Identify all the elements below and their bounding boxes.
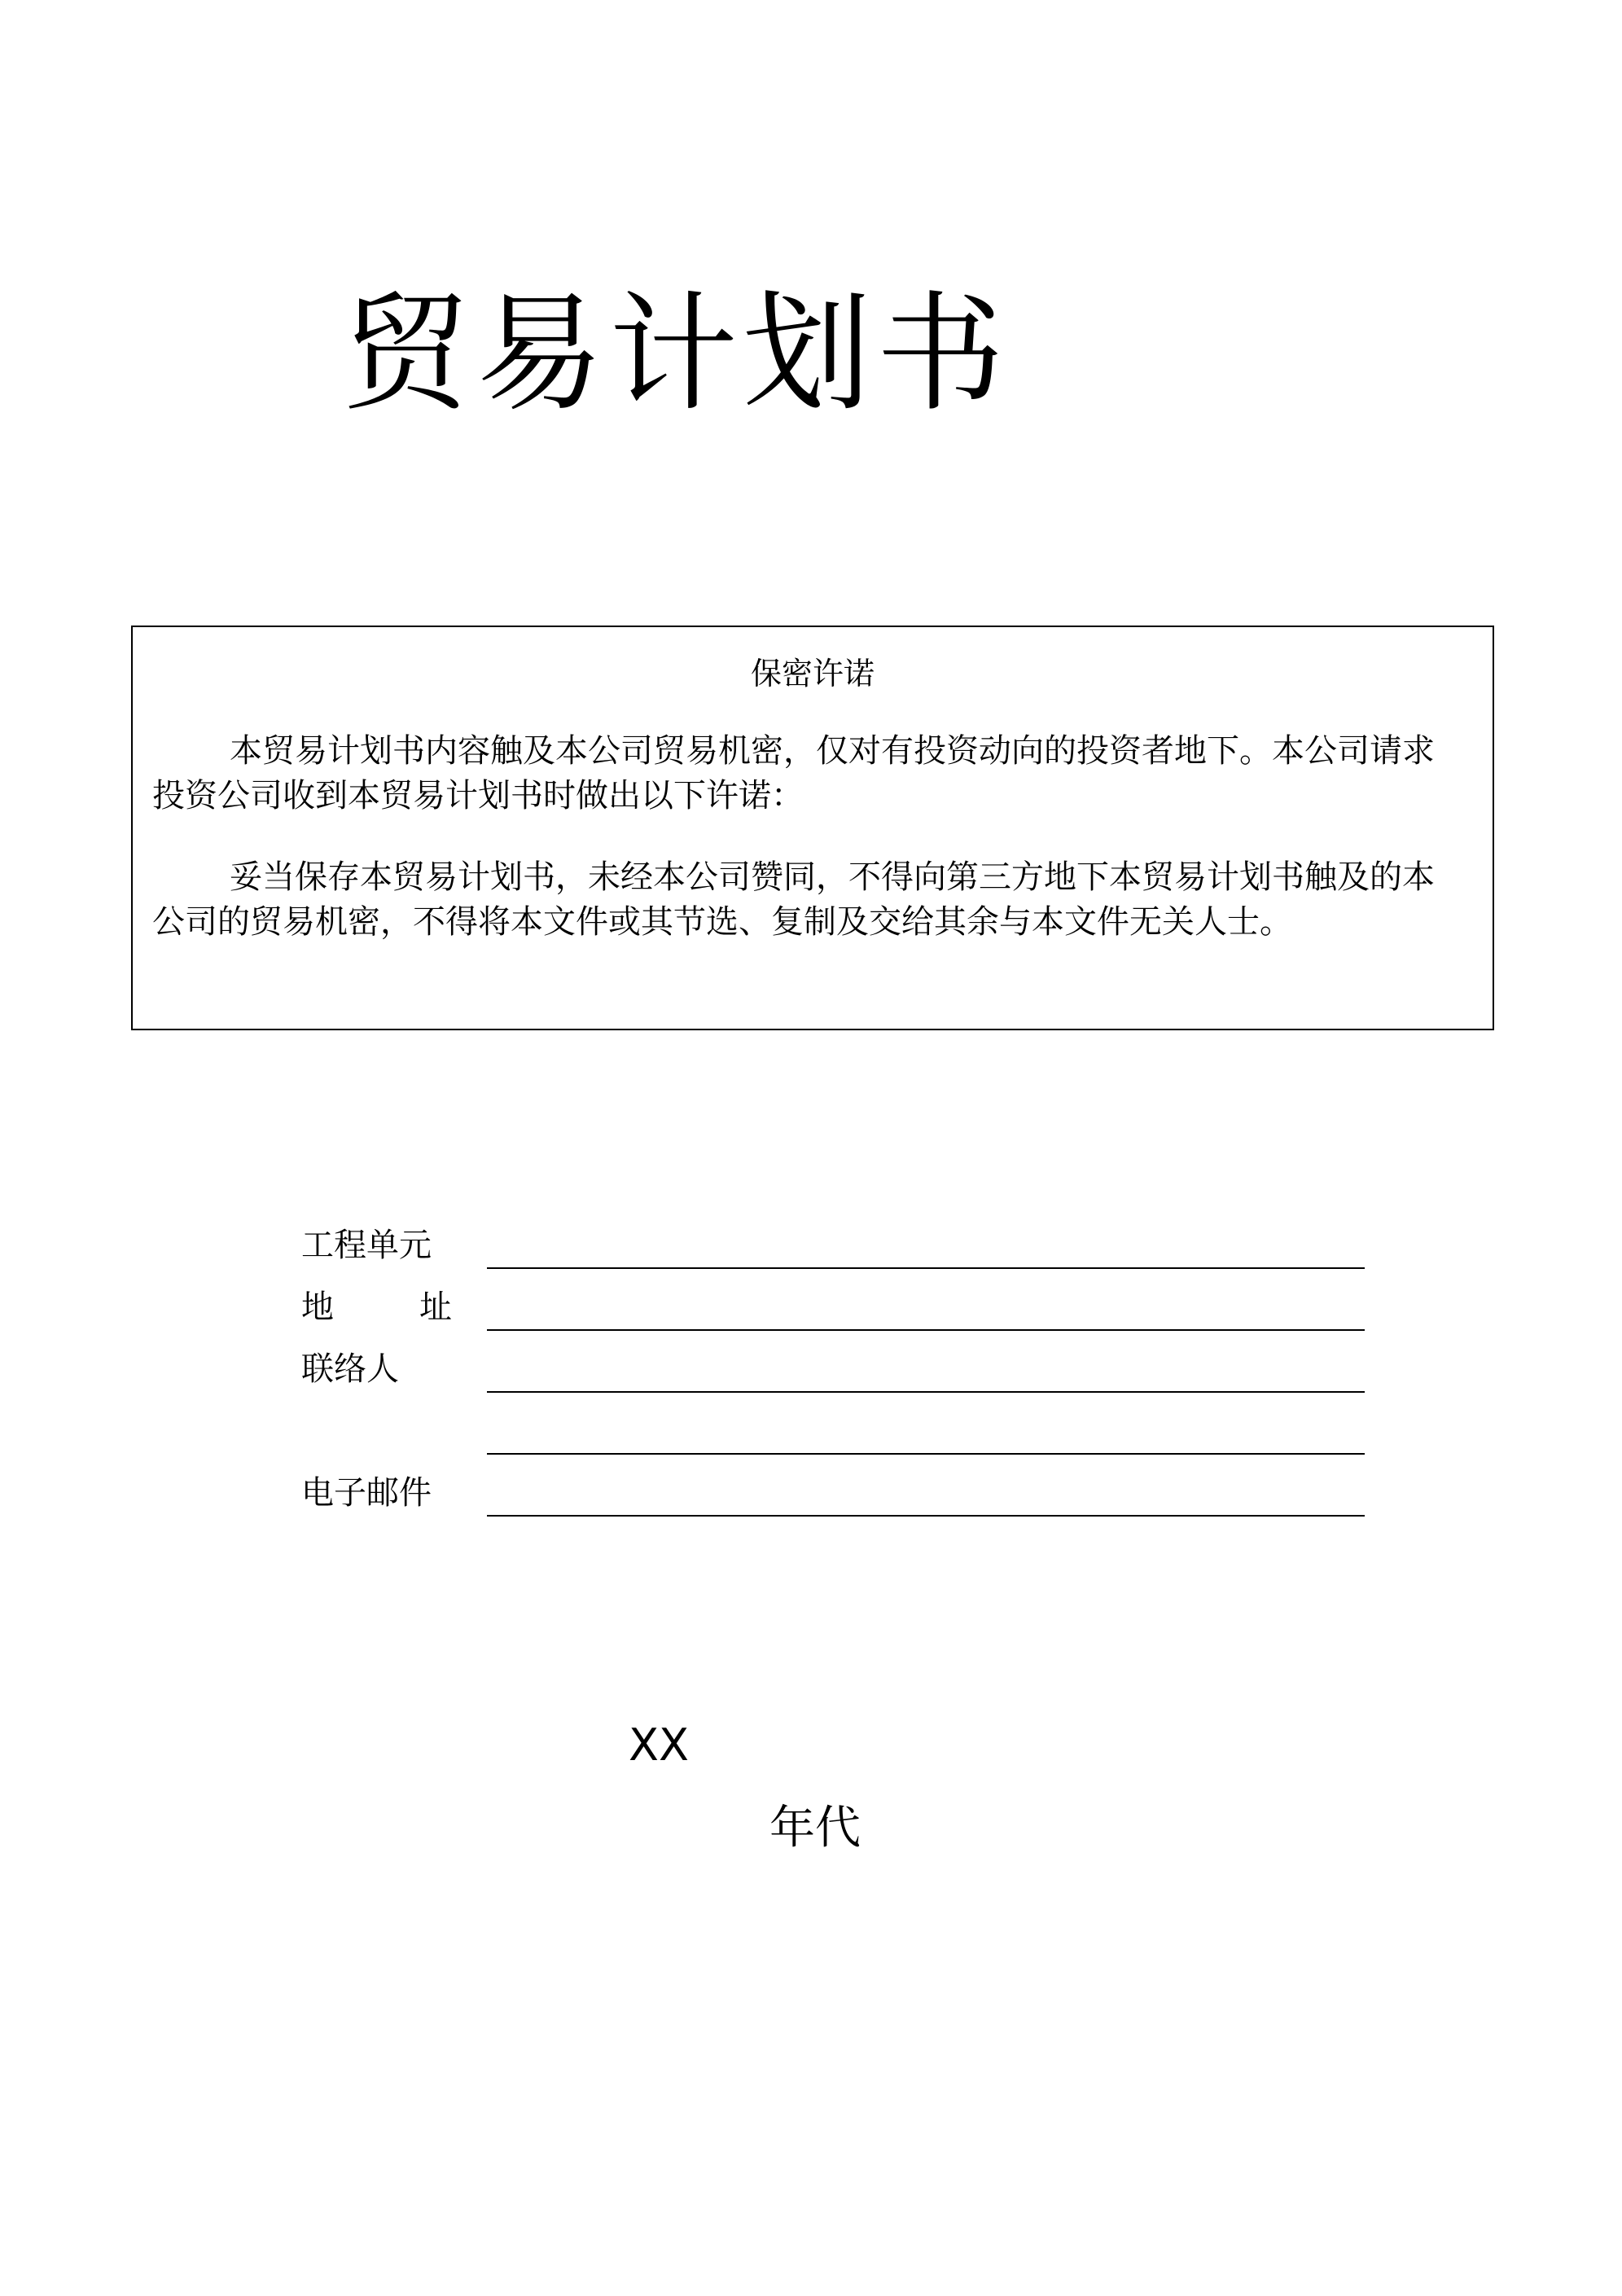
form-row-project-unit bbox=[301, 1220, 1365, 1269]
confidentiality-paragraph-2: 妥当保存本贸易计划书，未经本公司赞同，不得向第三方地下本贸易计划书触及的本公司的贸易机密，不得将本文件或其节选、复制及交给其余与本文件无关人士。 bbox=[152, 858, 1435, 941]
address-underline bbox=[487, 1329, 1365, 1331]
address-label-char-2: 址 bbox=[419, 1288, 452, 1326]
document-title: 贸易计划书 bbox=[342, 279, 1010, 429]
contact-label: 联络人 bbox=[301, 1350, 399, 1388]
contact-underline bbox=[487, 1391, 1365, 1393]
form-row-email bbox=[301, 1468, 1365, 1517]
address-label bbox=[301, 1287, 452, 1328]
project-unit-underline bbox=[487, 1267, 1365, 1269]
confidentiality-heading: 保密许诺 bbox=[750, 656, 875, 691]
form-row-contact bbox=[301, 1344, 1365, 1393]
project-unit-field[interactable] bbox=[490, 1228, 1361, 1264]
address-field[interactable] bbox=[490, 1290, 1361, 1326]
blank-underline bbox=[487, 1453, 1365, 1455]
address-label-char-1: 地 bbox=[301, 1288, 334, 1326]
date-placeholder: XX bbox=[629, 1719, 689, 1771]
confidentiality-paragraph-1: 本贸易计划书内容触及本公司贸易机密，仅对有投资动向的投资者地下。本公司请求投资公司收到本贸易计划书时做出以下许诺： bbox=[152, 732, 1435, 814]
date-suffix: 年代 bbox=[769, 1802, 861, 1855]
blank-field[interactable] bbox=[490, 1414, 1361, 1450]
form-row-address bbox=[301, 1282, 1365, 1331]
contact-field[interactable] bbox=[490, 1352, 1361, 1388]
form-row-blank bbox=[301, 1406, 1365, 1455]
email-field[interactable] bbox=[490, 1476, 1361, 1512]
project-unit-label: 工程单元 bbox=[301, 1227, 432, 1264]
confidentiality-box bbox=[131, 626, 1494, 1030]
email-underline bbox=[487, 1515, 1365, 1517]
email-label: 电子邮件 bbox=[301, 1474, 432, 1512]
